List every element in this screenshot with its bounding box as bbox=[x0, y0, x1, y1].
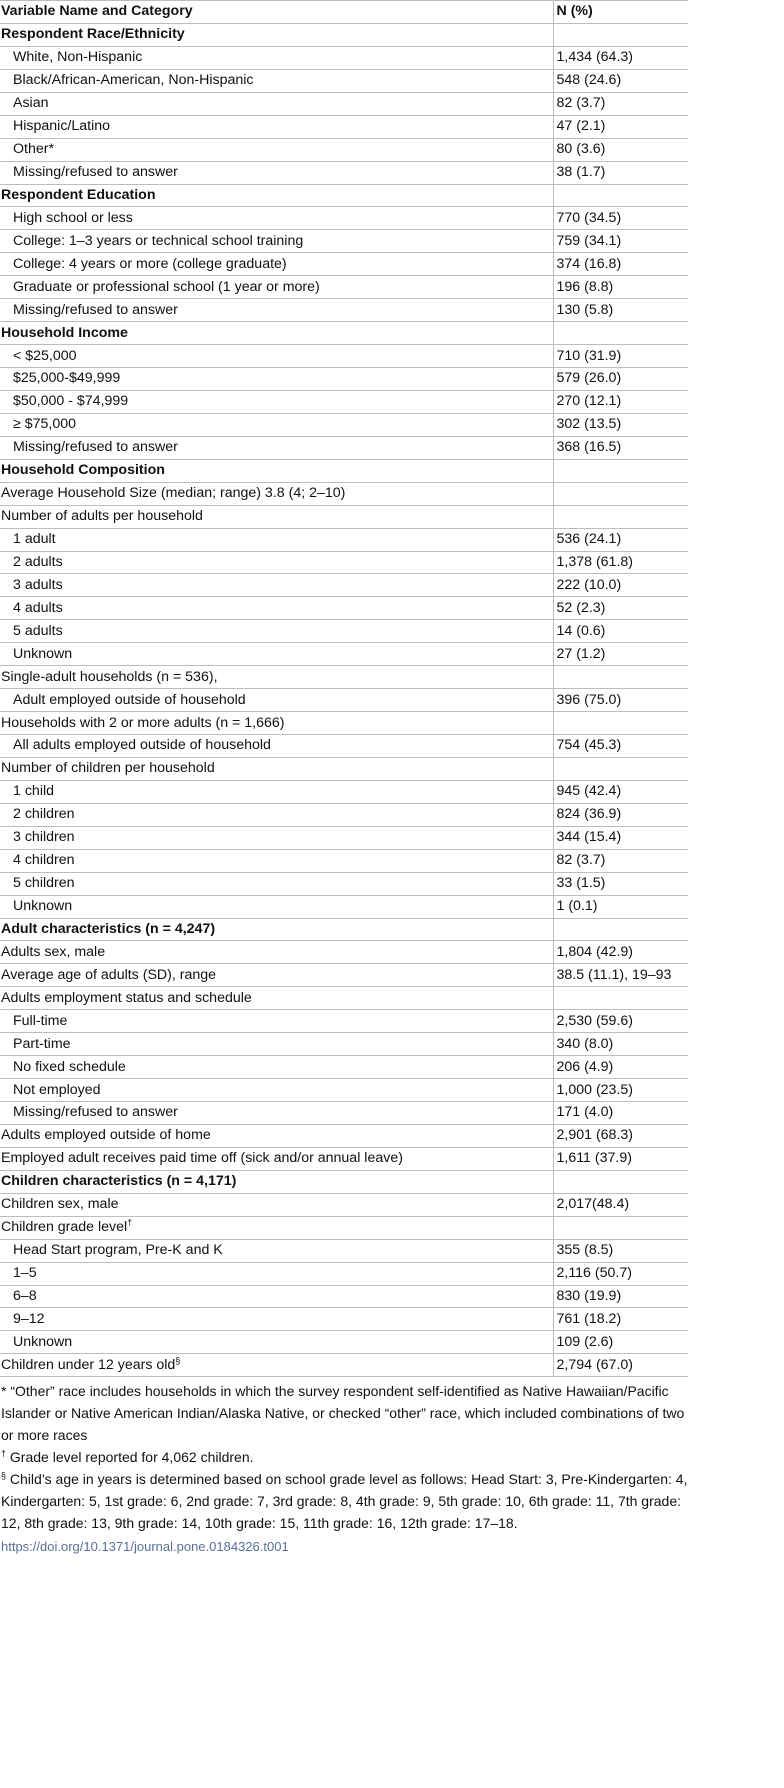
row-value: 2,901 (68.3) bbox=[553, 1124, 688, 1147]
table-row bbox=[0, 207, 688, 230]
row-label bbox=[0, 299, 553, 322]
row-value: 270 (12.1) bbox=[553, 390, 688, 413]
row-label-text: Average Household Size (median; range) 3.8 (4; 2–10) bbox=[1, 485, 346, 502]
row-label-text: 6–8 bbox=[13, 1287, 37, 1304]
row-label-text: Unknown bbox=[13, 898, 73, 915]
row-label-text: 4 adults bbox=[13, 599, 63, 616]
row-label bbox=[0, 757, 553, 780]
section-header-row bbox=[0, 1170, 688, 1193]
table-row bbox=[0, 780, 688, 803]
row-value: 222 (10.0) bbox=[553, 574, 688, 597]
row-label bbox=[0, 1193, 553, 1216]
row-value bbox=[553, 23, 688, 46]
row-label-text: Unknown bbox=[13, 645, 73, 662]
row-label-text: $50,000 - $74,999 bbox=[13, 393, 129, 410]
row-label bbox=[0, 69, 553, 92]
row-label-text: Single-adult households (n = 536), bbox=[1, 668, 218, 685]
row-label bbox=[0, 184, 553, 207]
table-row bbox=[0, 276, 688, 299]
row-value: 171 (4.0) bbox=[553, 1102, 688, 1125]
section-header-row bbox=[0, 184, 688, 207]
row-label-text: 2 children bbox=[13, 806, 75, 823]
row-value: 38 (1.7) bbox=[553, 161, 688, 184]
footnote-grade-level-text: Grade level reported for 4,062 children. bbox=[6, 1449, 254, 1466]
row-label bbox=[0, 276, 553, 299]
row-label-text: Adult characteristics (n = 4,247) bbox=[1, 920, 216, 937]
table-row bbox=[0, 161, 688, 184]
row-label-text: No fixed schedule bbox=[13, 1058, 126, 1075]
row-label bbox=[0, 1239, 553, 1262]
footnote-dagger-mark: † bbox=[1, 1448, 7, 1459]
row-label bbox=[0, 46, 553, 69]
row-value bbox=[553, 987, 688, 1010]
table-row bbox=[0, 1216, 688, 1239]
table-row bbox=[0, 1147, 688, 1170]
section-header-row bbox=[0, 918, 688, 941]
row-label-text: 9–12 bbox=[13, 1310, 45, 1327]
table-row bbox=[0, 1079, 688, 1102]
row-value: 824 (36.9) bbox=[553, 803, 688, 826]
row-label bbox=[0, 643, 553, 666]
row-label bbox=[0, 482, 553, 505]
table-row bbox=[0, 803, 688, 826]
table-row bbox=[0, 115, 688, 138]
table-row bbox=[0, 849, 688, 872]
row-value: 374 (16.8) bbox=[553, 253, 688, 276]
row-label-text: Adults employed outside of home bbox=[1, 1127, 211, 1144]
row-value: 47 (2.1) bbox=[553, 115, 688, 138]
row-label bbox=[0, 230, 553, 253]
row-value: 1,804 (42.9) bbox=[553, 941, 688, 964]
row-value: 14 (0.6) bbox=[553, 620, 688, 643]
table-row bbox=[0, 620, 688, 643]
row-label bbox=[0, 620, 553, 643]
table-row bbox=[0, 413, 688, 436]
row-value: 130 (5.8) bbox=[553, 299, 688, 322]
table-row bbox=[0, 1354, 688, 1377]
row-label bbox=[0, 368, 553, 391]
section-header-row bbox=[0, 23, 688, 46]
table-row bbox=[0, 941, 688, 964]
row-label bbox=[0, 849, 553, 872]
row-label-text: Hispanic/Latino bbox=[13, 118, 111, 135]
row-label-text: Respondent Race/Ethnicity bbox=[1, 26, 185, 43]
row-value bbox=[553, 184, 688, 207]
row-label-text: Adults sex, male bbox=[1, 943, 106, 960]
row-value: 2,530 (59.6) bbox=[553, 1010, 688, 1033]
table-row bbox=[0, 987, 688, 1010]
row-label bbox=[0, 1010, 553, 1033]
row-value: 1 (0.1) bbox=[553, 895, 688, 918]
row-label-text: Asian bbox=[13, 95, 49, 112]
row-value bbox=[553, 918, 688, 941]
table-row bbox=[0, 505, 688, 528]
row-label-text: Adults employment status and schedule bbox=[1, 989, 252, 1006]
row-label bbox=[0, 780, 553, 803]
table-row bbox=[0, 1033, 688, 1056]
table-row bbox=[0, 1124, 688, 1147]
row-label bbox=[0, 390, 553, 413]
row-value: 710 (31.9) bbox=[553, 345, 688, 368]
row-label-text: 1 adult bbox=[13, 531, 56, 548]
row-label-text: ≥ $75,000 bbox=[13, 416, 77, 433]
table-row bbox=[0, 436, 688, 459]
row-label-text: 5 children bbox=[13, 875, 75, 892]
table-row bbox=[0, 390, 688, 413]
table-row bbox=[0, 712, 688, 735]
row-label-text: College: 4 years or more (college graduate) bbox=[13, 255, 287, 272]
row-label-text: Average age of adults (SD), range bbox=[1, 966, 217, 983]
row-value bbox=[553, 459, 688, 482]
row-label-text: 3 children bbox=[13, 829, 75, 846]
row-value bbox=[553, 482, 688, 505]
row-label-text: Households with 2 or more adults (n = 1,666) bbox=[1, 714, 285, 731]
row-label-text: 5 adults bbox=[13, 622, 63, 639]
row-value: 759 (34.1) bbox=[553, 230, 688, 253]
row-value: 344 (15.4) bbox=[553, 826, 688, 849]
row-label-text: 1–5 bbox=[13, 1265, 37, 1282]
row-value: 579 (26.0) bbox=[553, 368, 688, 391]
row-label bbox=[0, 161, 553, 184]
row-label-text: College: 1–3 years or technical school training bbox=[13, 232, 304, 249]
row-value: 1,611 (37.9) bbox=[553, 1147, 688, 1170]
row-label bbox=[0, 115, 553, 138]
row-value: 1,434 (64.3) bbox=[553, 46, 688, 69]
row-label bbox=[0, 987, 553, 1010]
row-label-text: Black/African-American, Non-Hispanic bbox=[13, 72, 254, 89]
row-label bbox=[0, 1147, 553, 1170]
row-label bbox=[0, 666, 553, 689]
row-label bbox=[0, 505, 553, 528]
row-label bbox=[0, 826, 553, 849]
table-row bbox=[0, 895, 688, 918]
row-label bbox=[0, 413, 553, 436]
table-row bbox=[0, 1285, 688, 1308]
row-label-text: Missing/refused to answer bbox=[13, 301, 178, 318]
row-label bbox=[0, 23, 553, 46]
row-label-text: Household Income bbox=[1, 324, 128, 341]
row-label-text: All adults employed outside of household bbox=[13, 737, 271, 754]
row-label-text: 3 adults bbox=[13, 576, 63, 593]
table-row bbox=[0, 574, 688, 597]
table-row bbox=[0, 92, 688, 115]
row-label bbox=[0, 895, 553, 918]
row-label bbox=[0, 1124, 553, 1147]
footnote-child-age bbox=[1, 1468, 689, 1534]
row-label bbox=[0, 735, 553, 758]
table-row bbox=[0, 757, 688, 780]
table-row bbox=[0, 551, 688, 574]
row-label-text: Children characteristics (n = 4,171) bbox=[1, 1173, 237, 1190]
row-label bbox=[0, 253, 553, 276]
row-value: 206 (4.9) bbox=[553, 1056, 688, 1079]
row-value: 368 (16.5) bbox=[553, 436, 688, 459]
table-row bbox=[0, 826, 688, 849]
row-label bbox=[0, 918, 553, 941]
row-label bbox=[0, 597, 553, 620]
row-label-text: Part-time bbox=[13, 1035, 71, 1052]
row-value: 548 (24.6) bbox=[553, 69, 688, 92]
table-header-row bbox=[0, 1, 688, 24]
table-row bbox=[0, 46, 688, 69]
footnote-grade-level bbox=[1, 1446, 689, 1468]
row-label-text: Not employed bbox=[13, 1081, 101, 1098]
row-value: 109 (2.6) bbox=[553, 1331, 688, 1354]
row-label bbox=[0, 1216, 553, 1239]
row-value: 302 (13.5) bbox=[553, 413, 688, 436]
section-header-row bbox=[0, 322, 688, 345]
table-row bbox=[0, 964, 688, 987]
table-body bbox=[0, 23, 688, 1376]
row-label bbox=[0, 1285, 553, 1308]
row-label bbox=[0, 1079, 553, 1102]
row-label bbox=[0, 964, 553, 987]
row-value: 830 (19.9) bbox=[553, 1285, 688, 1308]
row-value: 770 (34.5) bbox=[553, 207, 688, 230]
row-label bbox=[0, 574, 553, 597]
row-value bbox=[553, 666, 688, 689]
doi-link[interactable]: https://doi.org/10.1371/journal.pone.0184326.t001 bbox=[1, 1539, 289, 1555]
row-value bbox=[553, 322, 688, 345]
row-value: 196 (8.8) bbox=[553, 276, 688, 299]
table-row bbox=[0, 345, 688, 368]
table-row bbox=[0, 69, 688, 92]
row-label-text: Missing/refused to answer bbox=[13, 1104, 178, 1121]
table-row bbox=[0, 689, 688, 712]
table-row bbox=[0, 1262, 688, 1285]
row-label bbox=[0, 1056, 553, 1079]
row-value bbox=[553, 1216, 688, 1239]
row-value: 536 (24.1) bbox=[553, 528, 688, 551]
table-row bbox=[0, 872, 688, 895]
row-label-text: Missing/refused to answer bbox=[13, 439, 178, 456]
row-label bbox=[0, 551, 553, 574]
table-row bbox=[0, 643, 688, 666]
row-label bbox=[0, 92, 553, 115]
row-label bbox=[0, 689, 553, 712]
header-variable: Variable Name and Category bbox=[0, 1, 553, 24]
row-label-text: Full-time bbox=[13, 1012, 68, 1029]
row-value: 38.5 (11.1), 19–93 bbox=[553, 964, 688, 987]
row-label bbox=[0, 322, 553, 345]
table-row bbox=[0, 253, 688, 276]
table-row bbox=[0, 230, 688, 253]
section-header-row bbox=[0, 459, 688, 482]
row-label bbox=[0, 872, 553, 895]
row-label-text: $25,000-$49,999 bbox=[13, 370, 121, 387]
row-value: 1,378 (61.8) bbox=[553, 551, 688, 574]
row-value: 945 (42.4) bbox=[553, 780, 688, 803]
row-label-footnote-mark: § bbox=[175, 1355, 181, 1366]
header-n-percent: N (%) bbox=[553, 1, 688, 24]
row-value: 82 (3.7) bbox=[553, 849, 688, 872]
row-label-text: High school or less bbox=[13, 209, 133, 226]
row-value: 2,116 (50.7) bbox=[553, 1262, 688, 1285]
row-label-text: Other* bbox=[13, 141, 55, 158]
row-label-text: < $25,000 bbox=[13, 347, 77, 364]
row-label bbox=[0, 1354, 553, 1377]
row-label bbox=[0, 345, 553, 368]
row-label bbox=[0, 803, 553, 826]
row-label bbox=[0, 459, 553, 482]
row-label bbox=[0, 1102, 553, 1125]
row-label bbox=[0, 1033, 553, 1056]
row-label-text: Unknown bbox=[13, 1333, 73, 1350]
row-label-text: Number of adults per household bbox=[1, 508, 203, 525]
footnote-section-mark: § bbox=[1, 1470, 7, 1481]
table-row bbox=[0, 735, 688, 758]
row-value: 2,794 (67.0) bbox=[553, 1354, 688, 1377]
table-row bbox=[0, 299, 688, 322]
row-value: 396 (75.0) bbox=[553, 689, 688, 712]
row-value bbox=[553, 505, 688, 528]
row-value: 355 (8.5) bbox=[553, 1239, 688, 1262]
row-label-text: Children under 12 years old bbox=[1, 1356, 176, 1373]
table-row bbox=[0, 1102, 688, 1125]
row-value: 52 (2.3) bbox=[553, 597, 688, 620]
row-label-footnote-mark: † bbox=[127, 1217, 133, 1228]
row-label bbox=[0, 1308, 553, 1331]
table-row bbox=[0, 1239, 688, 1262]
table-row bbox=[0, 666, 688, 689]
table-row bbox=[0, 528, 688, 551]
table-row bbox=[0, 1308, 688, 1331]
row-label bbox=[0, 941, 553, 964]
row-label-text: 4 children bbox=[13, 852, 75, 869]
row-label-text: Employed adult receives paid time off (sick and/or annual leave) bbox=[1, 1150, 403, 1167]
row-label-text: 2 adults bbox=[13, 553, 63, 570]
row-value: 80 (3.6) bbox=[553, 138, 688, 161]
table-row bbox=[0, 1193, 688, 1216]
row-label-text: Children sex, male bbox=[1, 1196, 119, 1213]
table-row bbox=[0, 597, 688, 620]
footnote-other-race: * “Other” race includes households in which the survey respondent self-identified as Native Hawaiian/Pacific Islander or Native American Indian/Alaska Native, or checked “other” race, which included combinations of two or more races bbox=[1, 1383, 685, 1444]
row-value: 2,017(48.4) bbox=[553, 1193, 688, 1216]
row-value bbox=[553, 1170, 688, 1193]
row-value: 340 (8.0) bbox=[553, 1033, 688, 1056]
row-value: 754 (45.3) bbox=[553, 735, 688, 758]
row-label bbox=[0, 1170, 553, 1193]
row-label-text: Graduate or professional school (1 year or more) bbox=[13, 278, 320, 295]
table-row bbox=[0, 138, 688, 161]
row-value: 1,000 (23.5) bbox=[553, 1079, 688, 1102]
row-label-text: Number of children per household bbox=[1, 760, 215, 777]
row-label bbox=[0, 1331, 553, 1354]
row-label-text: Adult employed outside of household bbox=[13, 691, 246, 708]
row-label-text: Missing/refused to answer bbox=[13, 164, 178, 181]
footnote-child-age-text: Child’s age in years is determined based on school grade level as follows: Head Start: 3, Pre-Kindergarten: 4, Kindergarten: 5, 1st grade: 6, 2nd grade: 7, 3rd grade: 8, 4th grade: 9, 5th grade: 10, 6th grade: 11, 7th grade: 12, 8th grade: 13, 9th grade: 14, 10th grade: 15, 11th grade: 16, 12th grade: 17–18. bbox=[1, 1471, 688, 1532]
row-label-text: Children grade level bbox=[1, 1219, 128, 1236]
row-label bbox=[0, 207, 553, 230]
table-row bbox=[0, 1056, 688, 1079]
row-value bbox=[553, 712, 688, 735]
row-label bbox=[0, 436, 553, 459]
row-label-text: Head Start program, Pre-K and K bbox=[13, 1242, 223, 1259]
table-row bbox=[0, 1331, 688, 1354]
row-label-text: White, Non-Hispanic bbox=[13, 49, 143, 66]
row-label bbox=[0, 1262, 553, 1285]
row-label-text: 1 child bbox=[13, 783, 55, 800]
row-label bbox=[0, 712, 553, 735]
row-label bbox=[0, 138, 553, 161]
row-value: 761 (18.2) bbox=[553, 1308, 688, 1331]
row-label-text: Household Composition bbox=[1, 462, 165, 479]
table-row bbox=[0, 368, 688, 391]
row-label-text: Respondent Education bbox=[1, 186, 156, 203]
table-row bbox=[0, 482, 688, 505]
row-value: 33 (1.5) bbox=[553, 872, 688, 895]
footnotes bbox=[0, 1377, 689, 1534]
row-value: 27 (1.2) bbox=[553, 643, 688, 666]
row-value bbox=[553, 757, 688, 780]
table-row bbox=[0, 1010, 688, 1033]
row-label bbox=[0, 528, 553, 551]
row-value: 82 (3.7) bbox=[553, 92, 688, 115]
